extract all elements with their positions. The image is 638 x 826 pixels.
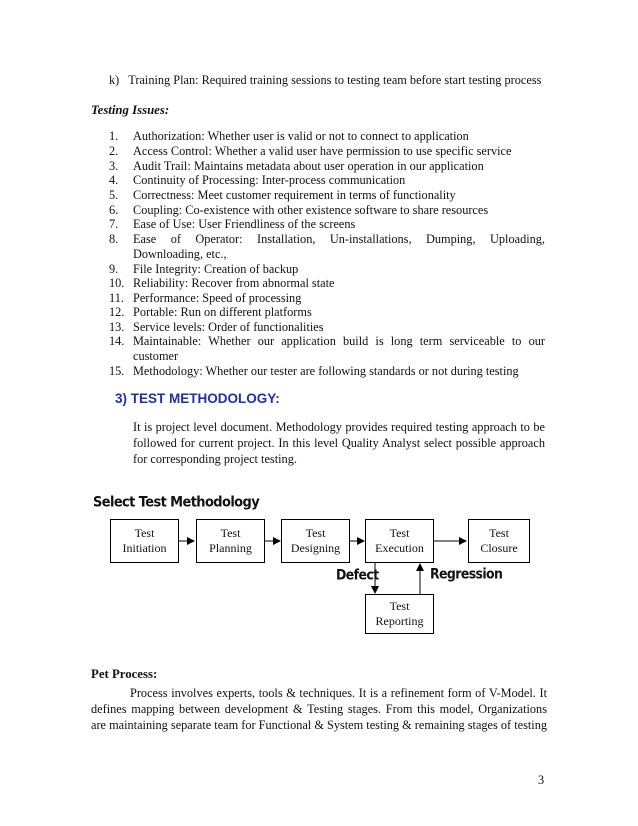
item-number: 9. xyxy=(109,262,119,276)
box-line: Closure xyxy=(480,541,518,555)
flow-box-test-planning xyxy=(196,519,265,563)
item-text: Ease of Operator: Installation, Un-installations, Dumping, Uploading, xyxy=(133,232,545,246)
item-number: 7. xyxy=(109,217,119,231)
box-line: Test xyxy=(134,526,155,540)
item-text: Maintainable: Whether our application build is long term serviceable to our xyxy=(133,334,545,348)
pet-process-line: Process involves experts, tools & techniques. It is a refinement form of V-Model. It xyxy=(130,686,547,700)
item-number: 1. xyxy=(109,129,119,143)
item-number: 14. xyxy=(109,334,125,348)
pet-process-line: defines mapping between development & Testing stages. From this model, Organizations xyxy=(91,702,547,716)
item-text: File Integrity: Creation of backup xyxy=(133,262,299,276)
item-text: Authorization: Whether user is valid or not to connect to application xyxy=(133,129,469,143)
box-line: Test xyxy=(220,526,241,540)
item-number: 2. xyxy=(109,144,119,158)
item-text: Service levels: Order of functionalities xyxy=(133,320,324,334)
test-methodology-heading: 3) TEST METHODOLOGY: xyxy=(115,391,280,406)
box-line: Test xyxy=(389,599,410,613)
test-methodology-paragraph: It is project level document. Methodology provides required testing approach to be followed for current project. In this level Quality Analyst select possible approach for corresponding project testing. xyxy=(133,420,545,466)
item-number: 10. xyxy=(109,276,125,290)
item-number: 13. xyxy=(109,320,125,334)
item-text: Reliability: Recover from abnormal state xyxy=(133,276,335,290)
box-line: Planning xyxy=(209,541,252,555)
defect-label: Defect xyxy=(336,566,379,583)
item-number: 4. xyxy=(109,173,119,187)
item-number: 5. xyxy=(109,188,119,202)
page-number: 3 xyxy=(538,773,545,787)
item-text: Correctness: Meet customer requirement in terms of functionality xyxy=(133,188,456,202)
item-text: Audit Trail: Maintains metadata about user operation in our application xyxy=(133,159,484,173)
list-marker: k) xyxy=(109,73,120,87)
regression-label: Regression xyxy=(430,565,503,582)
testing-issues-heading: Testing Issues: xyxy=(91,103,170,117)
flow-box-test-execution xyxy=(365,519,434,563)
item-text: Ease of Use: User Friendliness of the screens xyxy=(133,217,356,231)
item-text: Portable: Run on different platforms xyxy=(133,305,312,319)
item-number: 8. xyxy=(109,232,119,246)
flow-box-test-closure xyxy=(468,519,530,563)
flow-diagram-title: Select Test Methodology xyxy=(93,494,260,511)
flow-box-test-reporting xyxy=(365,594,434,634)
item-text-continued: Downloading, etc., xyxy=(133,247,227,261)
item-text: Performance: Speed of processing xyxy=(133,291,302,305)
item-number: 3. xyxy=(109,159,119,173)
box-line: Designing xyxy=(290,541,341,555)
training-plan-text: Training Plan: Required training sessions to testing team before start testing process xyxy=(128,73,542,87)
flow-box-test-designing xyxy=(281,519,350,563)
item-number: 12. xyxy=(109,305,125,319)
box-line: Test xyxy=(305,526,326,540)
box-line: Initiation xyxy=(122,541,167,555)
item-text-continued: customer xyxy=(133,349,179,363)
box-line: Execution xyxy=(375,541,424,555)
pet-process-heading: Pet Process: xyxy=(91,667,158,681)
pet-process-paragraph xyxy=(91,685,547,733)
box-line: Reporting xyxy=(375,614,424,628)
item-text: Coupling: Co-existence with other existence software to share resources xyxy=(133,203,489,217)
item-number: 11. xyxy=(109,291,124,305)
pet-process-line: are maintaining separate team for Functional & System testing & remaining stages of testing xyxy=(91,718,547,732)
item-number: 6. xyxy=(109,203,119,217)
box-line: Test xyxy=(389,526,410,540)
item-text: Continuity of Processing: Inter-process communication xyxy=(133,173,406,187)
item-text: Methodology: Whether our tester are following standards or not during testing xyxy=(133,364,519,378)
box-line: Test xyxy=(489,526,509,540)
item-number: 15. xyxy=(109,364,125,378)
item-text: Access Control: Whether a valid user have permission to use specific service xyxy=(133,144,512,158)
flow-box-test-initiation xyxy=(110,519,179,563)
